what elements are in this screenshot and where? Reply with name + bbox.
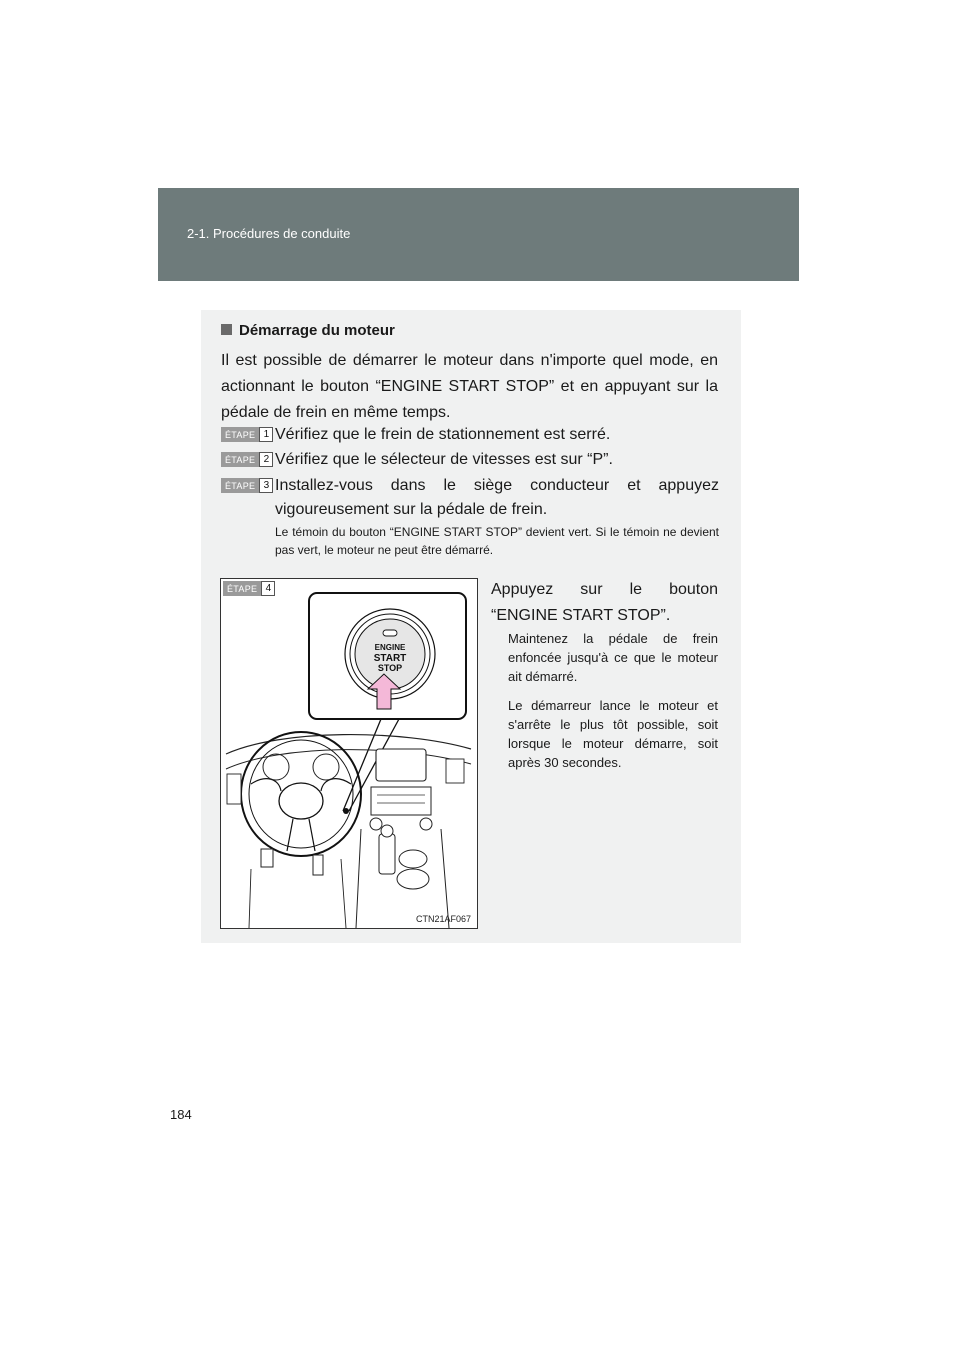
section-header-bar — [158, 188, 799, 281]
step-label: ÉTAPE — [223, 581, 261, 596]
intro-paragraph: Il est possible de démarrer le moteur dans n'importe quel mode, en actionnant le bouton “ENGINE START STOP” et en appuyant sur la pédale de frein en même temps. — [221, 352, 718, 421]
figure-code: CTN21AF067 — [415, 914, 471, 924]
step-4-note-1: Maintenez la pédale de frein enfoncée jusqu'à ce que le moteur ait démarré. — [508, 631, 718, 684]
page-number: 184 — [170, 1107, 192, 1122]
step-3-text: Installez-vous dans le siège conducteur et appuyez vigoureusement sur la pédale de frein. — [275, 477, 719, 518]
center-display — [376, 749, 426, 781]
step-label: ÉTAPE — [221, 452, 259, 467]
button-text-start: START — [373, 653, 407, 664]
step-number: 1 — [259, 427, 273, 442]
square-bullet-icon — [221, 324, 232, 335]
section-heading — [221, 322, 395, 339]
step-4-text: Appuyez sur le bouton “ENGINE START STOP”. — [491, 581, 718, 624]
step-4-note-2: Le démarreur lance le moteur et s'arrête le plus tôt possible, soit lorsque le moteur démarre, soit après 30 secondes. — [508, 698, 718, 770]
step-1-text: Vérifiez que le frein de stationnement est serré. — [275, 426, 611, 443]
step-3-note: Le témoin du bouton “ENGINE START STOP” devient vert. Si le témoin ne devient pas vert, le moteur ne peut être démarré. — [275, 525, 719, 557]
wheel-hub — [279, 783, 323, 819]
step-badge-2 — [221, 452, 273, 467]
step-label: ÉTAPE — [221, 478, 259, 493]
section-title: 2-1. Procédures de conduite — [187, 226, 351, 241]
step-label: ÉTAPE — [221, 427, 259, 442]
button-text-stop: STOP — [377, 663, 403, 673]
step-2-text: Vérifiez que le sélecteur de vitesses est sur “P”. — [275, 451, 613, 468]
dashboard-drawing — [221, 579, 477, 928]
brake-pedal — [261, 849, 273, 867]
step-number: 2 — [259, 452, 273, 467]
button-location-dot — [343, 808, 349, 814]
step-badge-1 — [221, 427, 273, 442]
step-number: 4 — [261, 581, 275, 596]
step-number: 3 — [259, 478, 273, 493]
climate-panel — [371, 787, 431, 815]
gear-shifter — [379, 834, 395, 874]
heading-text: Démarrage du moteur — [239, 322, 395, 339]
button-text-engine: ENGINE — [374, 643, 406, 652]
engine-start-illustration — [220, 578, 478, 929]
indicator-light-icon — [383, 630, 397, 636]
content-panel — [201, 310, 741, 943]
step-badge-3 — [221, 478, 273, 493]
